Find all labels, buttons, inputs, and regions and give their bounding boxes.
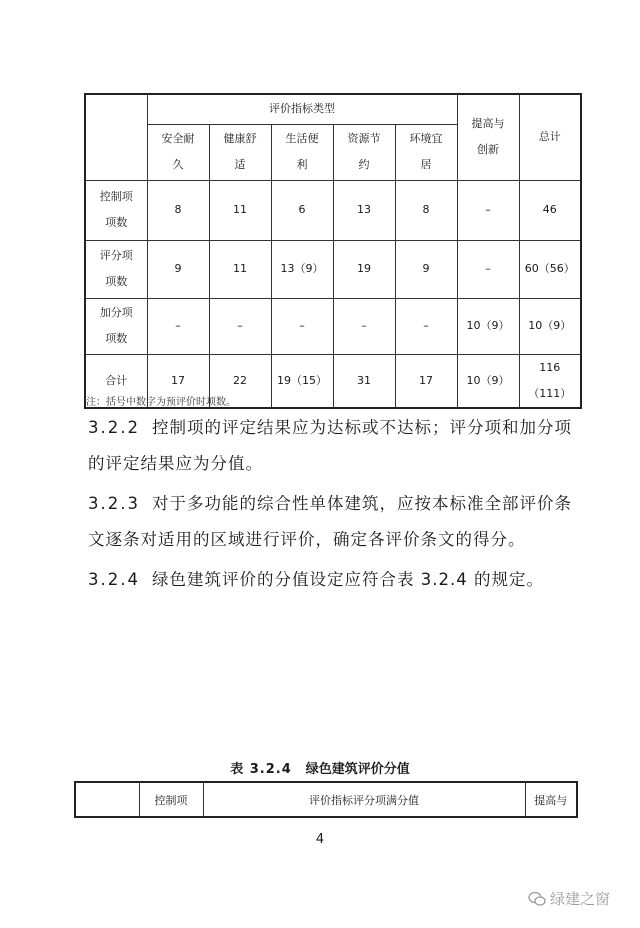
header-col: 安全耐 久 (147, 124, 209, 180)
table-cell: 31 (333, 354, 395, 408)
table-cell: 22 (209, 354, 271, 408)
table-cell: 17 (147, 354, 209, 408)
clause-text: 绿色建筑评价的分值设定应符合表 3.2.4 的规定。 (151, 570, 544, 589)
table-row (85, 240, 581, 298)
table-cell: 10（9） (519, 298, 581, 354)
table-cell: 8 (395, 180, 457, 240)
table-cell: 13（9） (271, 240, 333, 298)
clause-3-2-2 (88, 410, 578, 482)
table-cell: 11 (209, 180, 271, 240)
clause-number: 3.2.2 (88, 418, 140, 437)
table-cell: – (457, 240, 519, 298)
table-cell: 13 (333, 180, 395, 240)
table-cell: 8 (147, 180, 209, 240)
row-label: 加分项 项数 (85, 298, 147, 354)
caption-id: 表 3.2.4 (230, 762, 292, 777)
header-col: 资源节 约 (333, 124, 395, 180)
clause-number: 3.2.4 (88, 570, 140, 589)
table-cell: – (147, 298, 209, 354)
table-cell: 17 (395, 354, 457, 408)
row-label: 合计 (85, 354, 147, 408)
clause-text: 控制项的评定结果应为达标或不达标；评分项和加分项的评定结果应为分值。 (88, 418, 572, 473)
header-innovation: 提高与 创新 (457, 94, 519, 180)
wechat-bubble-icon (528, 891, 546, 907)
clause-3-2-3 (88, 486, 578, 558)
caption-title: 绿色建筑评价分值 (305, 762, 410, 777)
page-number: 4 (315, 832, 325, 847)
table-cell: 19 (333, 240, 395, 298)
header-col: 健康舒 适 (209, 124, 271, 180)
table-cell: 60（56） (519, 240, 581, 298)
table-cell: – (395, 298, 457, 354)
corner-cell (75, 782, 139, 817)
table-cell: 11 (209, 240, 271, 298)
row-label: 评分项 项数 (85, 240, 147, 298)
table-cell: 116 （111） (519, 354, 581, 408)
table-cell: – (457, 180, 519, 240)
header-group: 评价指标类型 (147, 94, 457, 124)
table-cell: 6 (271, 180, 333, 240)
table-cell: – (271, 298, 333, 354)
row-label: 控制项 项数 (85, 180, 147, 240)
watermark (528, 888, 610, 909)
header-score-max: 评价指标评分项满分值 (203, 782, 525, 817)
table-cell: 10（9） (457, 354, 519, 408)
table-cell: 9 (147, 240, 209, 298)
header-col: 环境宜 居 (395, 124, 457, 180)
table-cell: – (333, 298, 395, 354)
header-total: 总计 (519, 94, 581, 180)
table-cell: 10（9） (457, 298, 519, 354)
table-note: 注：括号中数字为预评价时项数。 (86, 397, 236, 408)
header-col: 生活便 利 (271, 124, 333, 180)
index-count-table (84, 93, 582, 409)
score-table-header (74, 781, 578, 818)
table-row (85, 298, 581, 354)
table-cell: 46 (519, 180, 581, 240)
table-cell: – (209, 298, 271, 354)
header-control: 控制项 (139, 782, 203, 817)
corner-cell (85, 94, 147, 180)
watermark-text: 绿建之窗 (550, 890, 611, 908)
table-caption (0, 758, 640, 777)
clause-3-2-4 (88, 562, 578, 598)
table-cell: 9 (395, 240, 457, 298)
clause-number: 3.2.3 (88, 494, 140, 513)
clause-text: 对于多功能的综合性单体建筑，应按本标准全部评价条文逐条对适用的区域进行评价，确定各评价条文的得分。 (88, 494, 572, 549)
table-row (85, 180, 581, 240)
header-innovation: 提高与 (525, 782, 577, 817)
table-cell: 19（15） (271, 354, 333, 408)
